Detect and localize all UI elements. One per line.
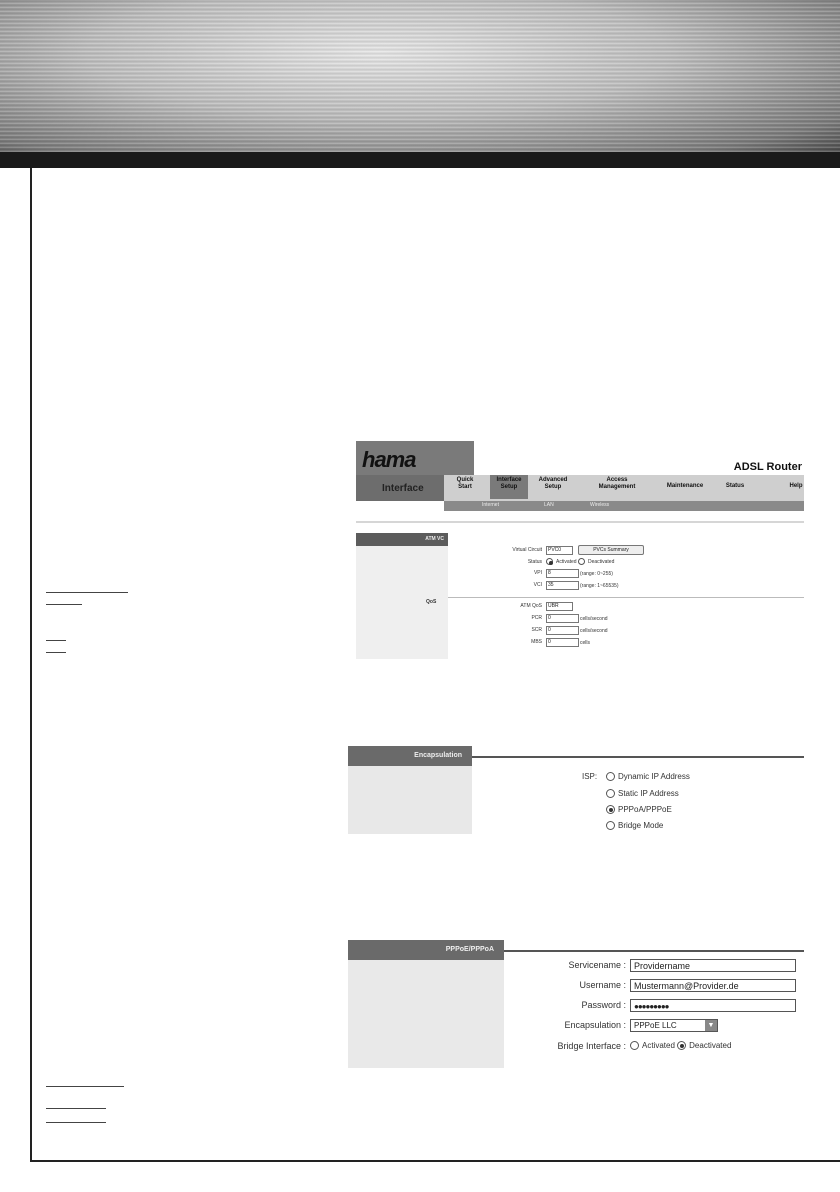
section-header-pppoe	[348, 940, 504, 960]
virtual-circuit-select[interactable]: PVC0	[546, 546, 573, 555]
label-mbs: MBS	[531, 639, 542, 645]
section-divider	[448, 597, 804, 598]
label-pcr: PCR	[531, 615, 542, 621]
isp-label-text: ISP	[582, 772, 595, 781]
label-vci: VCI	[533, 582, 542, 588]
vpi-range: (range: 0~255)	[580, 571, 613, 577]
subnav-lan[interactable]: LAN	[544, 502, 554, 508]
text-mark	[46, 1122, 106, 1123]
label-atm-qos: ATM QoS	[520, 603, 542, 609]
atm-qos-select[interactable]: UBR	[546, 602, 573, 611]
isp-option-bridge-mode[interactable]	[606, 821, 663, 830]
isp-option-pppoa-pppoe[interactable]	[606, 805, 672, 814]
servicename-input[interactable]: Providername	[630, 959, 796, 972]
pcr-input[interactable]: 0	[546, 614, 579, 623]
pvcs-summary-button[interactable]: PVCs Summary	[578, 545, 644, 555]
radio-static-ip[interactable]	[606, 789, 615, 798]
pcr-unit: cells/second	[580, 616, 608, 622]
username-label: Username :	[579, 980, 626, 990]
label-scr: SCR	[531, 627, 542, 633]
section-label-pppoe: PPPoE/PPPoA	[445, 946, 494, 953]
password-label-text: Password	[581, 1000, 621, 1010]
password-input[interactable]: ●●●●●●●●●	[630, 999, 796, 1012]
scr-unit: cells/second	[580, 628, 608, 634]
nav-access-management[interactable]: Access Management	[598, 477, 636, 490]
nav-help[interactable]: Help	[789, 483, 803, 489]
label-vpi: VPI	[533, 570, 542, 576]
radio-pppoa-pppoe[interactable]	[606, 805, 615, 814]
radio-status-activated[interactable]	[546, 558, 553, 565]
label-virtual-circuit: Virtual Circuit	[512, 547, 542, 553]
mbs-unit: cells	[580, 640, 591, 646]
option-label: Bridge Mode	[618, 821, 664, 830]
main-nav	[444, 475, 804, 501]
encapsulation-label-text: Encapsulation	[564, 1020, 621, 1030]
bridge-activated-label: Activated	[642, 1041, 675, 1050]
text-mark	[46, 592, 128, 593]
nav-advanced-setup[interactable]: Advanced Setup	[538, 477, 568, 490]
status-radios	[546, 558, 614, 565]
radio-dynamic-ip[interactable]	[606, 772, 615, 781]
section-label-encapsulation: Encapsulation	[414, 752, 462, 759]
bridge-interface-radios	[630, 1041, 731, 1050]
header-brushed-metal	[0, 0, 840, 152]
section-rule	[504, 950, 804, 952]
nav-status[interactable]: Status	[725, 483, 745, 489]
vpi-input[interactable]: 8	[546, 569, 579, 578]
vci-input[interactable]: 35	[546, 581, 579, 590]
chevron-down-icon[interactable]: ▼	[705, 1020, 717, 1031]
bridge-label-text: Bridge Interface	[557, 1041, 621, 1051]
nav-section-label: Interface	[382, 483, 424, 494]
section-label-qos: QoS	[426, 599, 437, 605]
servicename-label: Servicename :	[568, 960, 626, 970]
username-input[interactable]: Mustermann@Provider.de	[630, 979, 796, 992]
nav-section	[356, 475, 444, 501]
section-rule	[472, 756, 804, 758]
screenshot-interface-setup	[356, 441, 804, 659]
scr-input[interactable]: 0	[546, 626, 579, 635]
page-title: ADSL Router	[733, 461, 802, 473]
section-header-atm	[356, 533, 448, 546]
nav-quick-start[interactable]: Quick Start	[456, 477, 474, 490]
password-label: Password :	[581, 1000, 626, 1010]
frame-bottom-rule	[30, 1160, 840, 1162]
label-status: Status	[527, 559, 542, 565]
radio-bridge-activated[interactable]	[630, 1041, 639, 1050]
vci-range: (range: 1~65535)	[580, 583, 619, 589]
section-header-encapsulation	[348, 746, 472, 766]
header-band	[0, 152, 840, 168]
mbs-input[interactable]: 0	[546, 638, 579, 647]
hama-logo: hama	[362, 447, 416, 472]
radio-bridge-deactivated[interactable]	[677, 1041, 686, 1050]
bridge-interface-label: Bridge Interface :	[557, 1041, 626, 1051]
encapsulation-value: PPPoE LLC	[634, 1021, 677, 1030]
sub-nav	[444, 501, 804, 511]
label-activated: Activated	[556, 558, 577, 565]
screenshot-encapsulation	[348, 746, 804, 834]
frame-left-rule	[30, 168, 32, 1162]
text-mark	[46, 1108, 106, 1109]
option-label: Static IP Address	[618, 789, 679, 798]
isp-option-dynamic-ip[interactable]	[606, 772, 690, 781]
section-label-atm: ATM VC	[425, 536, 444, 542]
divider	[356, 521, 804, 523]
label-deactivated: Deactivated	[587, 558, 615, 565]
option-label: PPPoA/PPPoE	[618, 805, 672, 814]
isp-label: ISP:	[582, 772, 598, 781]
bridge-deactivated-label: Deactivated	[689, 1041, 732, 1050]
radio-status-deactivated[interactable]	[578, 558, 585, 565]
nav-maintenance[interactable]: Maintenance	[666, 483, 704, 489]
isp-option-static-ip[interactable]	[606, 789, 679, 798]
logo-bar	[356, 441, 474, 475]
text-mark	[46, 652, 66, 653]
text-mark	[46, 1086, 124, 1087]
encapsulation-label: Encapsulation :	[564, 1020, 626, 1030]
subnav-internet[interactable]: Internet	[482, 502, 499, 508]
option-label: Dynamic IP Address	[618, 772, 690, 781]
text-mark	[46, 640, 66, 641]
servicename-label-text: Servicename	[568, 960, 621, 970]
text-mark	[46, 604, 82, 605]
subnav-wireless[interactable]: Wireless	[590, 502, 610, 508]
encapsulation-select[interactable]	[630, 1019, 718, 1032]
left-panel	[356, 533, 448, 659]
nav-interface-setup[interactable]: Interface Setup	[490, 475, 528, 499]
radio-bridge-mode[interactable]	[606, 821, 615, 830]
username-label-text: Username	[579, 980, 621, 990]
screenshot-pppoe-settings	[348, 940, 804, 1068]
